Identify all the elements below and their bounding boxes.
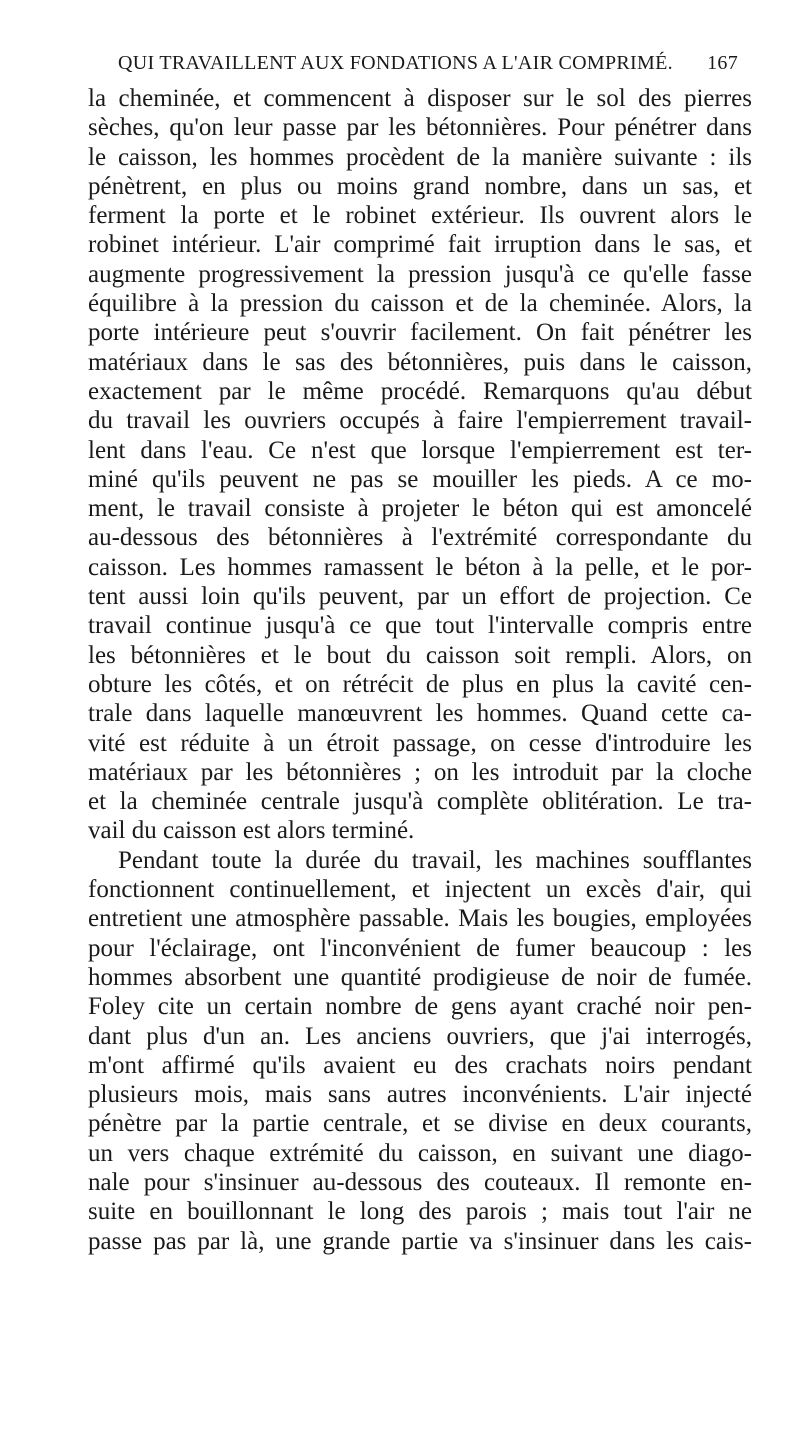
text-line: obture les côtés, et on rétrécit de plus en plus la cavité cen- xyxy=(88,670,752,698)
text-line: m'ont affirmé qu'ils avaient eu des crachats noirs pendant xyxy=(88,1051,752,1079)
text-line: tent aussi loin qu'ils peuvent, par un effort de projection. Ce xyxy=(88,583,752,611)
text-line: robinet intérieur. L'air comprimé fait irruption dans le sas, et xyxy=(88,231,752,259)
text-line: exactement par le même procédé. Remarquons qu'au début xyxy=(88,377,752,405)
body-text xyxy=(88,84,752,1256)
text-line: du travail les ouvriers occupés à faire l'empierrement travail- xyxy=(88,407,752,435)
text-line: sèches, qu'on leur passe par les bétonnières. Pour pénétrer dans xyxy=(88,114,752,142)
text-line: Pendant toute la durée du travail, les machines soufflantes xyxy=(118,846,752,874)
text-line: au-dessous des bétonnières à l'extrémité correspondante du xyxy=(88,524,752,552)
text-line: vail du caisson est alors terminé. xyxy=(88,817,415,845)
page-number: 167 xyxy=(707,52,738,74)
text-line: les bétonnières et le bout du caisson soit rempli. Alors, on xyxy=(88,641,752,669)
text-line: matériaux dans le sas des bétonnières, puis dans le caisson, xyxy=(88,348,752,376)
running-title: QUI TRAVAILLENT AUX FONDATIONS A L'AIR COMPRIMÉ. xyxy=(118,52,673,74)
text-line: plusieurs mois, mais sans autres inconvénients. L'air injecté xyxy=(88,1081,752,1109)
text-line: vité est réduite à un étroit passage, on cesse d'introduire les xyxy=(88,729,752,757)
text-line: entretient une atmosphère passable. Mais les bougies, employées xyxy=(88,905,752,933)
text-line: équilibre à la pression du caisson et de la cheminée. Alors, la xyxy=(88,290,752,318)
text-line: augmente progressivement la pression jusqu'à ce qu'elle fasse xyxy=(88,260,752,288)
text-line: ferment la porte et le robinet extérieur. Ils ouvrent alors le xyxy=(88,202,752,230)
text-line: pénètrent, en plus ou moins grand nombre, dans un sas, et xyxy=(88,172,752,200)
text-line: suite en bouillonnant le long des parois ; mais tout l'air ne xyxy=(88,1198,752,1226)
text-line: caisson. Les hommes ramassent le béton à la pelle, et le por- xyxy=(88,553,752,581)
text-line: ment, le travail consiste à projeter le béton qui est amoncelé xyxy=(88,495,752,523)
text-line: trale dans laquelle manœuvrent les hommes. Quand cette ca- xyxy=(88,700,752,728)
text-line: matériaux par les bétonnières ; on les introduit par la cloche xyxy=(88,758,752,786)
text-line: un vers chaque extrémité du caisson, en suivant une diago- xyxy=(88,1139,752,1167)
running-header xyxy=(118,52,738,82)
text-line: passe pas par là, une grande partie va s'insinuer dans les cais- xyxy=(88,1227,752,1255)
text-line: fonctionnent continuellement, et injectent un excès d'air, qui xyxy=(88,876,752,904)
text-line: miné qu'ils peuvent ne pas se mouiller les pieds. A ce mo- xyxy=(88,465,752,493)
text-line: le caisson, les hommes procèdent de la manière suivante : ils xyxy=(88,143,752,171)
text-line: pénètre par la partie centrale, et se divise en deux courants, xyxy=(88,1110,752,1138)
text-line: Foley cite un certain nombre de gens ayant craché noir pen- xyxy=(88,993,752,1021)
text-line: pour l'éclairage, ont l'inconvénient de fumer beaucoup : les xyxy=(88,934,752,962)
text-line: travail continue jusqu'à ce que tout l'intervalle compris entre xyxy=(88,612,752,640)
text-line: hommes absorbent une quantité prodigieuse de noir de fumée. xyxy=(88,963,752,991)
text-line: porte intérieure peut s'ouvrir facilement. On fait pénétrer les xyxy=(88,319,752,347)
text-line: lent dans l'eau. Ce n'est que lorsque l'empierrement est ter- xyxy=(88,436,752,464)
text-line: nale pour s'insinuer au-dessous des couteaux. Il remonte en- xyxy=(88,1168,752,1196)
text-line: dant plus d'un an. Les anciens ouvriers, que j'ai interrogés, xyxy=(88,1022,752,1050)
text-line: la cheminée, et commencent à disposer sur le sol des pierres xyxy=(88,85,752,112)
text-line: et la cheminée centrale jusqu'à complète oblitération. Le tra- xyxy=(88,788,752,816)
